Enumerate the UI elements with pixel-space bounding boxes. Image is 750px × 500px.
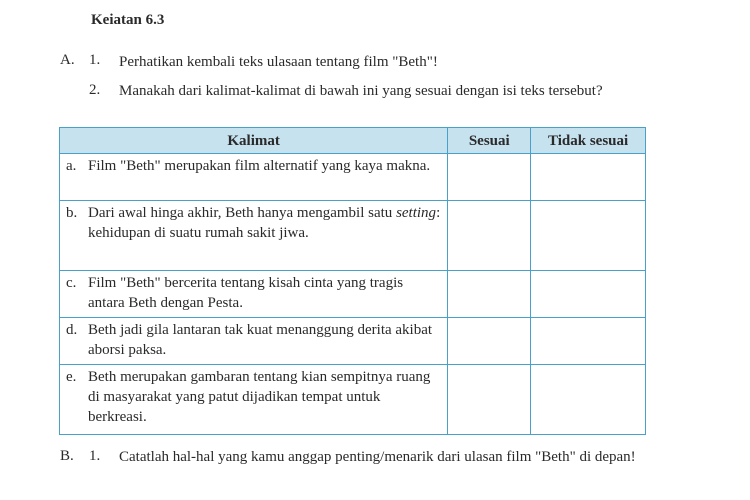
table-row [60,154,646,201]
tidak-sesuai-answer-cell[interactable] [531,201,646,271]
tidak-sesuai-answer-cell[interactable] [531,365,646,435]
statement-cell [60,154,448,201]
column-header-tidak-sesuai: Tidak sesuai [531,128,646,154]
row-letter: b. [66,205,78,221]
section-a-item-1-text: Perhatikan kembali teks ulasaan tentang film "Beth"! [119,54,438,70]
sesuai-answer-cell[interactable] [448,201,531,271]
section-b-letter: B. [60,448,74,464]
table-row [60,318,646,365]
section-b-item-1-text: Catatlah hal-hal yang kamu anggap penting/menarik dari ulasan film "Beth" di depan! [119,449,636,465]
table-header-row [60,128,646,154]
section-a-item-2-number: 2. [89,82,101,98]
statement-cell [60,201,448,271]
table-row [60,365,646,435]
sesuai-answer-cell[interactable] [448,154,531,201]
row-letter: c. [66,275,77,291]
sesuai-answer-cell[interactable] [448,365,531,435]
row-letter: e. [66,369,77,385]
statement-cell [60,365,448,435]
row-letter: a. [66,158,77,174]
tidak-sesuai-answer-cell[interactable] [531,318,646,365]
section-a-item-2-text: Manakah dari kalimat-kalimat di bawah ini yang sesuai dengan isi teks tersebut? [119,83,603,99]
section-a-item-1-number: 1. [89,52,101,68]
statement-text [88,203,441,243]
activity-heading: Keiatan 6.3 [91,12,165,28]
statement-text: Beth merupakan gambaran tentang kian sempitnya ruang di masyarakat yang patut dijadikan tempat untuk berkreasi. [88,369,431,425]
statement-text-part: Dari awal hinga akhir, Beth hanya mengambil satu [88,205,397,221]
tidak-sesuai-answer-cell[interactable] [531,154,646,201]
column-header-sesuai: Sesuai [448,128,531,154]
row-letter: d. [66,322,78,338]
statement-text: Film "Beth" bercerita tentang kisah cinta yang tragis antara Beth dengan Pesta. [88,275,404,311]
table-row [60,271,646,318]
statement-cell [60,318,448,365]
tidak-sesuai-answer-cell[interactable] [531,271,646,318]
sesuai-answer-cell[interactable] [448,271,531,318]
statement-text: Beth jadi gila lantaran tak kuat menanggung derita akibat aborsi paksa. [88,322,433,358]
statement-cell [60,271,448,318]
section-a-letter: A. [60,52,75,68]
statement-text: Film "Beth" merupakan film alternatif yang kaya makna. [88,158,431,174]
statement-text-part: : kehidupan di suatu rumah sakit jiwa. [88,205,441,241]
statement-table [59,127,646,435]
statement-text-italic: setting [396,205,437,221]
table-row [60,201,646,271]
section-b-item-1-number: 1. [89,448,101,464]
column-header-kalimat: Kalimat [60,128,448,154]
sesuai-answer-cell[interactable] [448,318,531,365]
